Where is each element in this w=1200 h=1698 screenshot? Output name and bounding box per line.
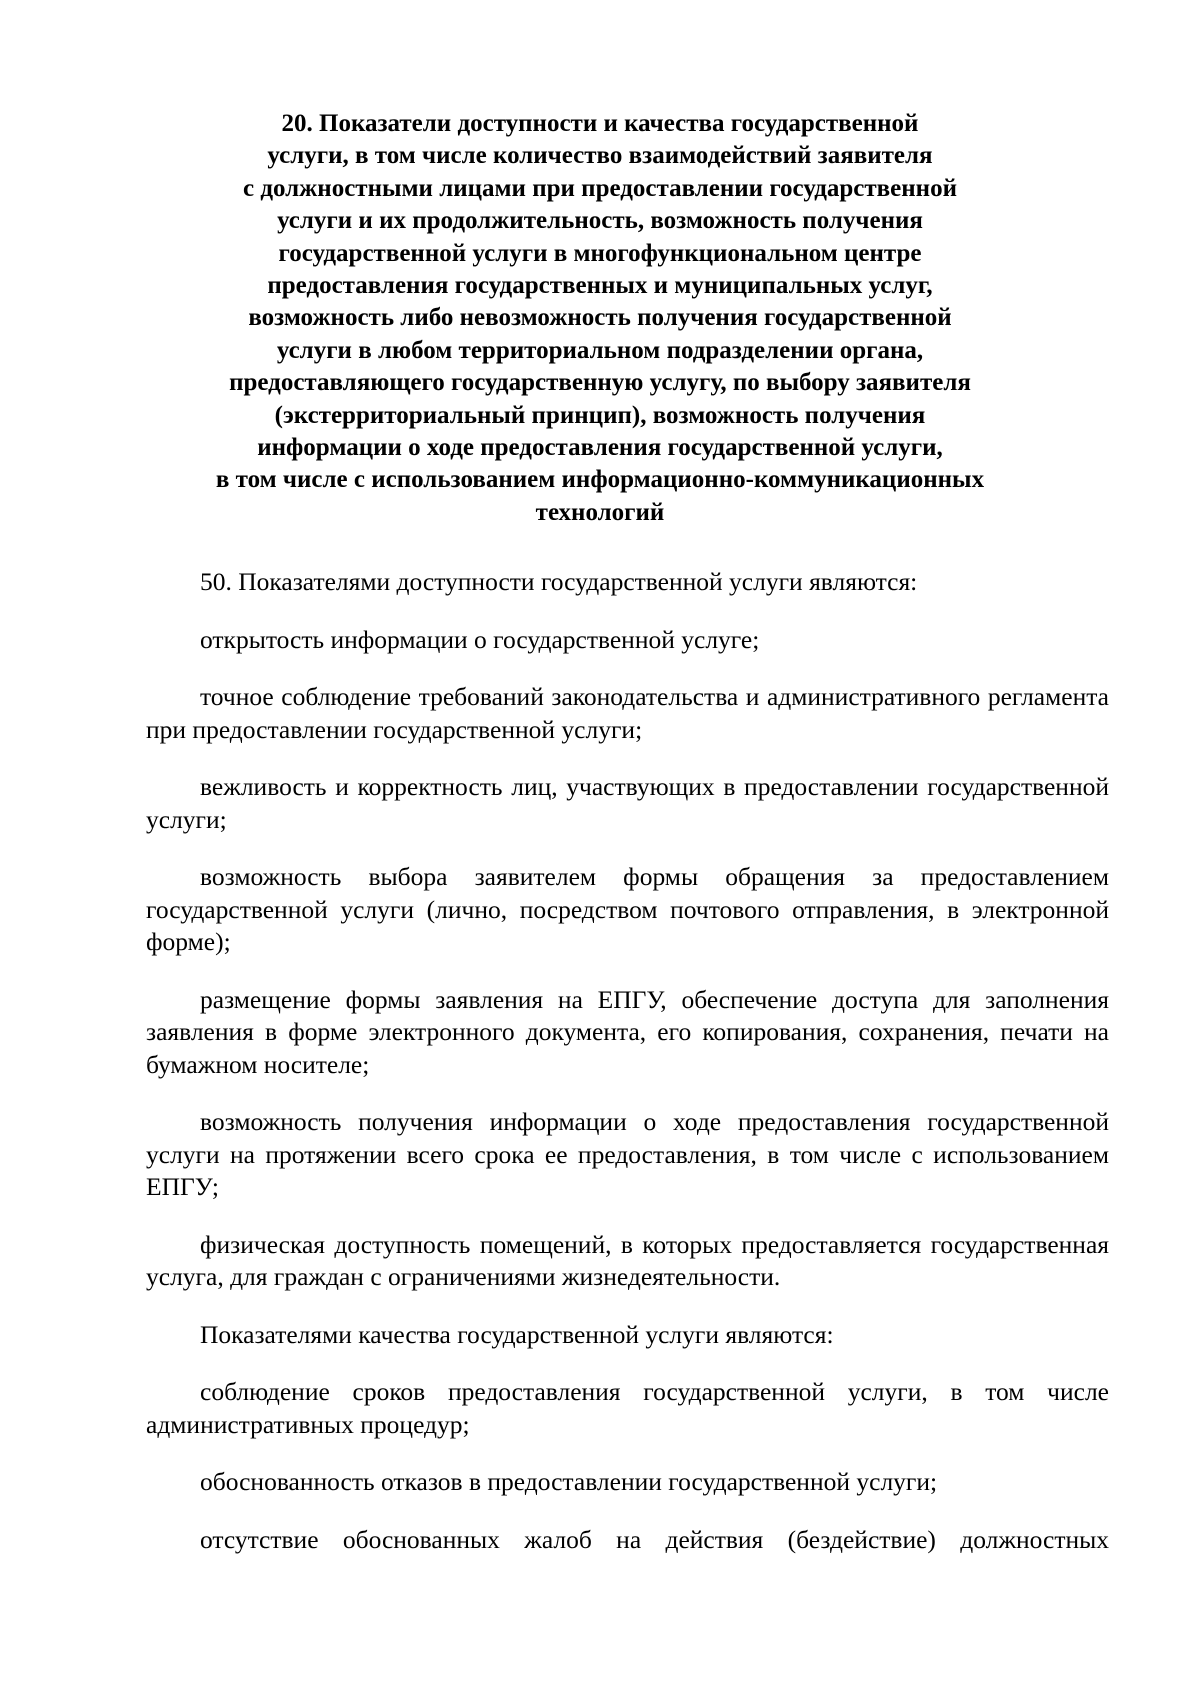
paragraph-quality-intro: Показателями качества государственной услуги являются:: [200, 1319, 834, 1349]
paragraph-application-form-placement: размещение формы заявления на ЕПГУ, обеспечение доступа для заполнения заявления в форме электронного документа, его копирования, сохранения, печати на бумажном носителе;: [146, 984, 1109, 1079]
paragraph-refusal-justification: обоснованность отказов в предоставлении государственной услуги;: [200, 1467, 938, 1496]
heading-line: в том числе с использованием информационно-коммуникационных: [215, 466, 985, 494]
heading-line: (экстерриториальный принцип), возможность получения: [274, 401, 926, 429]
heading-line: услуги в любом территориальном подразделении органа,: [276, 336, 924, 364]
heading-line: технологий: [535, 498, 665, 526]
heading-line: возможность либо невозможность получения государственной: [248, 304, 952, 332]
paragraph-accessibility-intro: 50. Показателями доступности государственной услуги являются:: [200, 567, 918, 596]
paragraph-complaints: отсутствие обоснованных жалоб на действия (бездействие) должностных: [200, 1524, 1109, 1554]
document-body: [146, 566, 1109, 1556]
heading-line: услуги и их продолжительность, возможность получения: [277, 207, 923, 235]
heading-line: информации о ходе предоставления государственной услуги,: [257, 434, 943, 462]
heading-line: 20. Показатели доступности и качества государственной: [281, 110, 919, 137]
paragraph-information-openness: открытость информации о государственной услуге;: [200, 624, 760, 654]
paragraph-politeness: вежливость и корректность лиц, участвующих в предоставлении государственной услуги;: [146, 772, 1109, 834]
paragraph-deadline-compliance: соблюдение сроков предоставления государственной услуги, в том числе административных процедур;: [146, 1377, 1109, 1439]
paragraph-request-form-choice: возможность выбора заявителем формы обращения за предоставлением государственной услуги (лично, посредством почтового отправления, в электронной форме);: [146, 862, 1109, 956]
paragraph-progress-information: возможность получения информации о ходе предоставления государственной услуги на протяжении всего срока ее предоставления, в том числе с использованием ЕПГУ;: [146, 1107, 1109, 1201]
heading-line: предоставления государственных и муниципальных услуг,: [267, 272, 933, 300]
heading-line: государственной услуги в многофункциональном центре: [278, 239, 922, 267]
paragraph-legal-compliance: точное соблюдение требований законодательства и административного регламента при предоставлении государственной услуги;: [146, 682, 1109, 744]
paragraph-physical-accessibility: физическая доступность помещений, в которых предоставляется государственная услуга, для граждан с ограничениями жизнедеятельности.: [146, 1229, 1109, 1291]
heading-line: предоставляющего государственную услугу, по выбору заявителя: [229, 369, 971, 397]
heading-line: услуги, в том числе количество взаимодействий заявителя: [267, 142, 933, 170]
section-heading: [150, 108, 1050, 529]
heading-line: с должностными лицами при предоставлении государственной: [242, 174, 957, 202]
